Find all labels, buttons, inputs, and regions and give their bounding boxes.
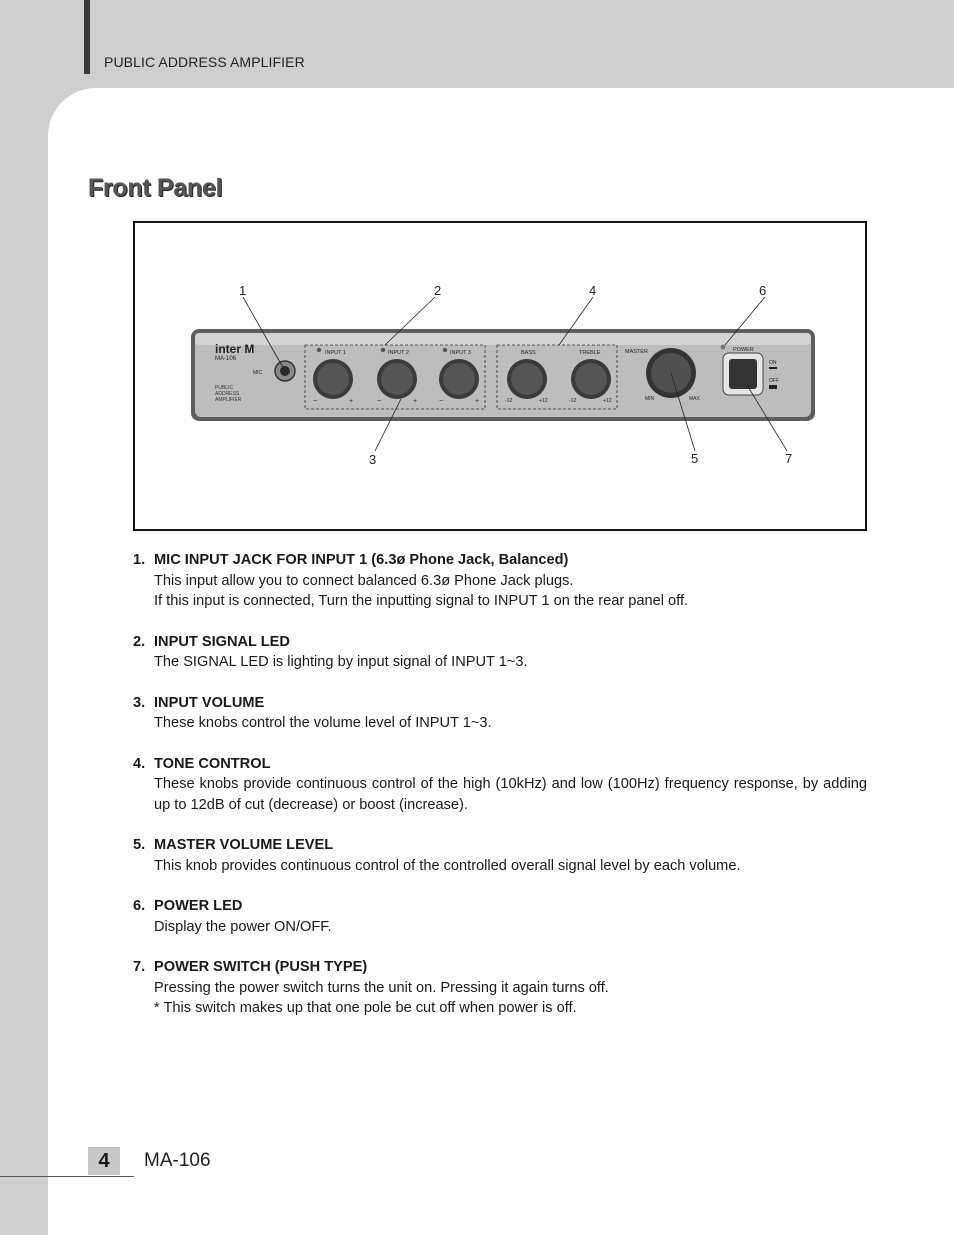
input1-signal-led [317,348,321,352]
callout-4: 4 [589,283,597,298]
panel-desc-line1: PUBLIC [215,385,234,391]
list-item [133,550,867,612]
power-on-indicator [769,367,777,369]
item-text: If this input is connected, Turn the inputting signal to INPUT 1 on the rear panel off. [154,593,689,609]
input3-volume-knob[interactable] [439,359,479,399]
power-led [721,345,726,350]
list-item [133,896,867,937]
list-item [133,835,867,876]
item-number: 3. [133,694,146,711]
front-panel-figure [133,221,867,531]
item-number: 4. [133,755,146,772]
item-number: 7. [133,959,146,975]
item-text: This input allow you to connect balanced 6.3ø Phone Jack plugs. [154,572,574,589]
item-text: Pressing the power switch turns the unit on. Pressing it again turns off. [154,979,609,996]
item-text: The SIGNAL LED is lighting by input signal of INPUT 1~3. [154,654,528,670]
item-heading: POWER LED [154,898,243,914]
bass-label: BASS [521,350,536,356]
bass-min-label: -12 [505,398,513,404]
bass-knob[interactable] [507,359,547,399]
footer-divider [0,1176,134,1177]
item-text: Display the power ON/OFF. [154,918,332,935]
item-number: 5. [133,837,146,853]
item-number: 6. [133,898,146,914]
item-number: 2. [133,633,146,650]
master-min-label: MIN [645,396,655,402]
treble-label: TREBLE [579,350,601,356]
input2-volume-knob[interactable] [377,359,417,399]
item-heading: MASTER VOLUME LEVEL [154,837,334,853]
item-text: These knobs control the volume level of INPUT 1~3. [154,715,492,731]
power-on-label: ON [769,360,777,366]
bass-max-label: +12 [539,398,548,404]
callout-2: 2 [434,283,442,298]
footer-model: MA-106 [144,1150,211,1171]
treble-min-label: -12 [569,398,577,404]
panel-desc-line3: AMPLIFIER [215,397,242,403]
input2-minus: − [377,398,382,405]
item-heading: TONE CONTROL [154,755,271,772]
item-text: These knobs provide continuous control of the high (10kHz) and low (100Hz) frequency response, by adding up to 12dB of cut (decrease) or boost (increase). [154,776,867,813]
treble-max-label: +12 [603,398,612,404]
callout-3: 3 [369,452,377,467]
list-item [133,693,867,734]
list-item [133,632,867,673]
faceplate-highlight [195,333,811,345]
input3-signal-led [443,348,447,352]
input1-label: INPUT 1 [325,350,346,356]
input3-label: INPUT 3 [450,350,471,356]
header-section-title: PUBLIC ADDRESS AMPLIFIER [104,54,305,70]
master-label: MASTER [625,349,648,355]
input3-minus: − [439,398,444,405]
power-label: POWER [733,347,754,353]
callout-5: 5 [691,451,699,466]
list-item [133,957,867,1019]
callout-7: 7 [785,451,793,466]
brand-logo: inter M [215,342,255,356]
panel-model-label: MA-106 [215,356,237,362]
item-heading: POWER SWITCH (PUSH TYPE) [154,959,368,975]
list-item [133,754,867,816]
panel-desc-line2: ADDRESS [215,391,240,397]
mic-label: MIC [253,370,263,376]
input1-volume-knob[interactable] [313,359,353,399]
input1-minus: − [313,398,318,405]
power-off-indicator [769,385,777,389]
feature-list [133,550,867,1039]
page-number: 4 [88,1147,120,1175]
master-max-label: MAX [689,396,700,402]
item-text: * This switch makes up that one pole be cut off when power is off. [154,1000,577,1016]
input2-signal-led [381,348,385,352]
item-heading: INPUT VOLUME [154,694,265,711]
input2-plus: + [413,398,418,405]
item-heading: INPUT SIGNAL LED [154,633,290,650]
item-heading: MIC INPUT JACK FOR INPUT 1 (6.3ø Phone Jack, Balanced) [154,552,569,568]
input2-label: INPUT 2 [388,350,409,356]
item-text: This knob provides continuous control of the controlled overall signal level by each volume. [154,857,741,874]
input1-plus: + [349,398,354,405]
power-switch[interactable] [723,353,763,395]
item-number: 1. [133,552,146,568]
power-off-label: OFF [769,378,779,384]
header-accent-bar [84,0,90,74]
treble-knob[interactable] [571,359,611,399]
callout-6: 6 [759,283,767,298]
page-title: Front Panel [88,174,223,202]
front-panel-diagram [135,223,865,529]
input3-plus: + [475,398,480,405]
callout-1: 1 [239,283,247,298]
